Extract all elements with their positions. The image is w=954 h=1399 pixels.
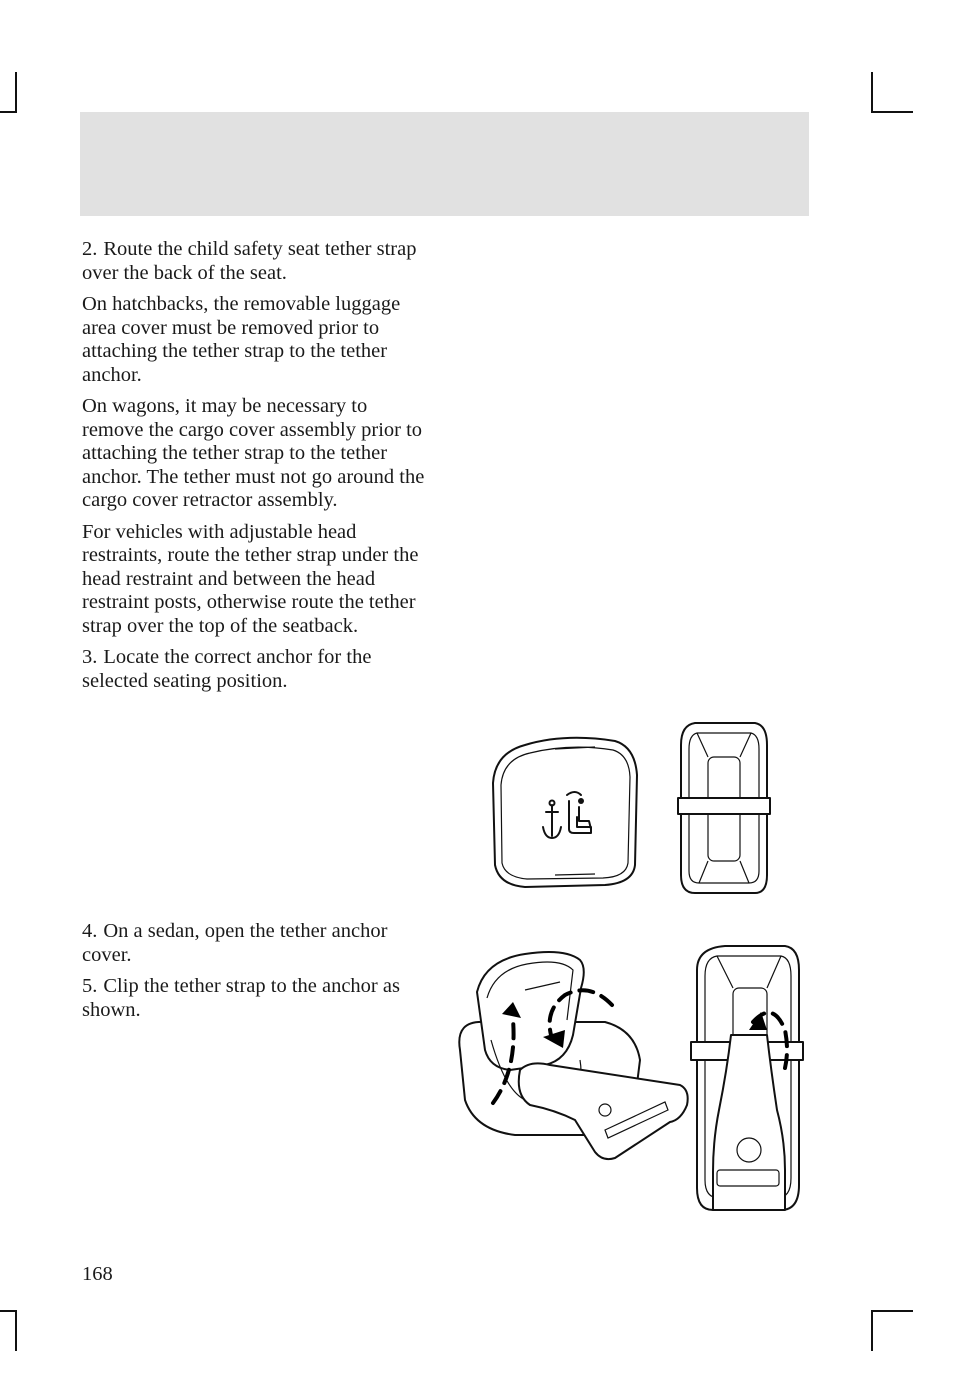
crop-mark-bottom-right-h <box>871 1310 913 1312</box>
crop-mark-bottom-left-v <box>15 1310 17 1351</box>
crop-mark-top-left-v <box>15 72 17 113</box>
page-number: 168 <box>82 1263 113 1285</box>
step-text: Clip the tether strap to the anchor as shown. <box>82 975 400 1021</box>
step-number: 2. <box>82 238 98 260</box>
anchor-symbol-icon <box>543 801 561 839</box>
child-seat-symbol-icon <box>567 792 591 833</box>
step-2 <box>82 238 432 285</box>
crop-mark-bottom-left-h <box>0 1310 17 1312</box>
crop-mark-top-right-v <box>871 72 873 113</box>
step-number: 4. <box>82 920 98 942</box>
head-restraint-note <box>82 521 432 639</box>
paragraph-text: For vehicles with adjustable head restraints, route the tether strap under the head restraint and between the head restraint posts, otherwise route the tether strap over the top of the seatback. <box>82 520 419 637</box>
step-text: Locate the correct anchor for the selected seating position. <box>82 646 372 692</box>
step-5 <box>82 975 432 1022</box>
wagon-note <box>82 395 432 513</box>
step-4 <box>82 920 432 967</box>
step-text: On a sedan, open the tether anchor cover. <box>82 920 388 966</box>
hatchback-note <box>82 293 432 387</box>
crop-mark-bottom-right-v <box>871 1310 873 1351</box>
step-3 <box>82 646 432 693</box>
tether-anchor-cover-icon <box>485 715 785 900</box>
tether-hook-clip-icon <box>455 940 805 1220</box>
section-header-band <box>80 112 809 216</box>
crop-mark-top-left-h <box>0 111 17 113</box>
instructions-bottom <box>82 920 432 1030</box>
step-number: 3. <box>82 646 98 668</box>
step-text: Route the child safety seat tether strap over the back of the seat. <box>82 238 417 284</box>
paragraph-text: On wagons, it may be necessary to remove the cargo cover assembly prior to attaching the tether strap to the tether anchor. The tether must not go around the cargo cover retractor assembly. <box>82 395 425 511</box>
step-number: 5. <box>82 975 98 997</box>
instructions-top <box>82 238 432 701</box>
paragraph-text: On hatchbacks, the removable luggage area cover must be removed prior to attaching the tether strap to the tether anchor. <box>82 293 401 386</box>
crop-mark-top-right-h <box>871 111 913 113</box>
